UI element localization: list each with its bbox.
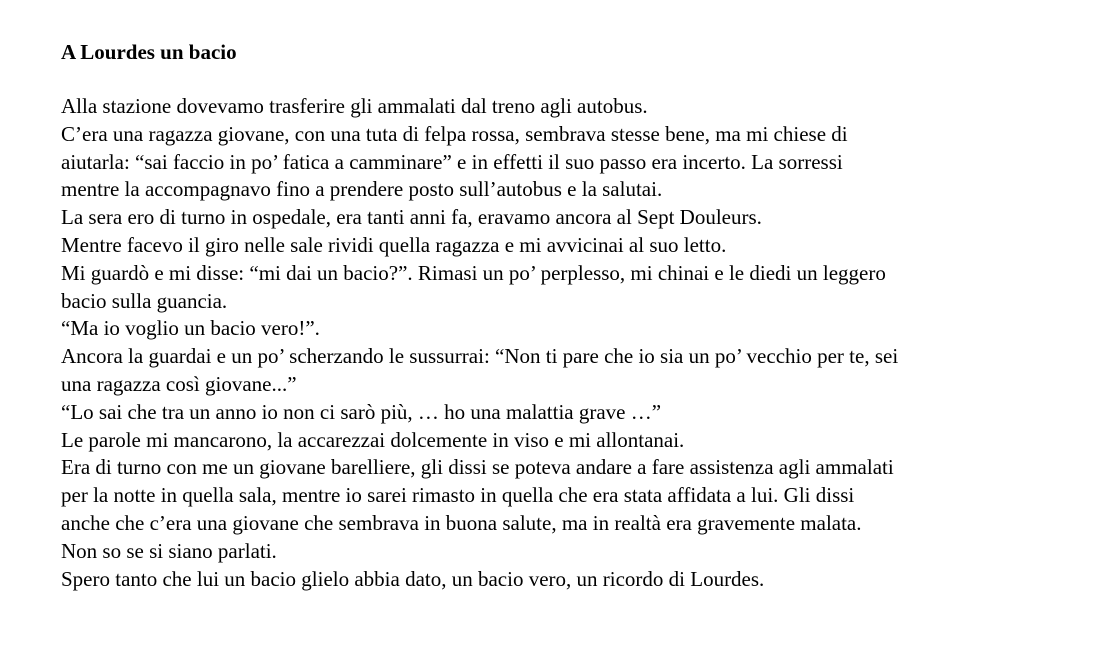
document-page bbox=[61, 38, 1081, 593]
text-line: Mi guardò e mi disse: “mi dai un bacio?”. Rimasi un po’ perplesso, mi chinai e le diedi un leggero bbox=[61, 260, 886, 285]
text-line: Le parole mi mancarono, la accarezzai dolcemente in viso e mi allontanai. bbox=[61, 427, 685, 452]
text-line: per la notte in quella sala, mentre io sarei rimasto in quella che era stata affidata a lui. Gli dissi bbox=[61, 483, 855, 508]
text-line: bacio sulla guancia. bbox=[61, 288, 228, 313]
text-line: Alla stazione dovevamo trasferire gli ammalati dal treno agli autobus. bbox=[61, 94, 648, 118]
text-line: “Ma io voglio un bacio vero!”. bbox=[61, 316, 320, 341]
text-line: Era di turno con me un giovane barelliere, gli dissi se poteva andare a fare assistenza agli ammalati bbox=[61, 455, 894, 480]
text-line: Mentre facevo il giro nelle sale rividi quella ragazza e mi avvicinai al suo letto. bbox=[61, 232, 727, 257]
text-line: La sera ero di turno in ospedale, era tanti anni fa, eravamo ancora al Sept Douleurs. bbox=[61, 205, 762, 230]
text-line: Ancora la guardai e un po’ scherzando le sussurrai: “Non ti pare che io sia un po’ vecchio per te, sei bbox=[61, 344, 899, 369]
text-line: “Lo sai che tra un anno io non ci sarò più, … ho una malattia grave …” bbox=[61, 399, 662, 424]
text-line: Spero tanto che lui un bacio glielo abbia dato, un bacio vero, un ricordo di Lourdes. bbox=[61, 566, 765, 591]
text-line: C’era una ragazza giovane, con una tuta di felpa rossa, sembrava stesse bene, ma mi chiese di bbox=[61, 121, 848, 146]
text-line: una ragazza così giovane...” bbox=[61, 371, 297, 396]
text-line: anche che c’era una giovane che sembrava in buona salute, ma in realtà era gravemente malata. bbox=[61, 510, 862, 535]
text-line: Non so se si siano parlati. bbox=[61, 538, 277, 563]
document-body bbox=[61, 93, 1081, 593]
text-line: mentre la accompagnavo fino a prendere posto sull’autobus e la salutai. bbox=[61, 177, 663, 202]
document-title: A Lourdes un bacio bbox=[61, 40, 237, 64]
text-line: aiutarla: “sai faccio in po’ fatica a camminare” e in effetti il suo passo era incerto. La sorressi bbox=[61, 149, 843, 174]
